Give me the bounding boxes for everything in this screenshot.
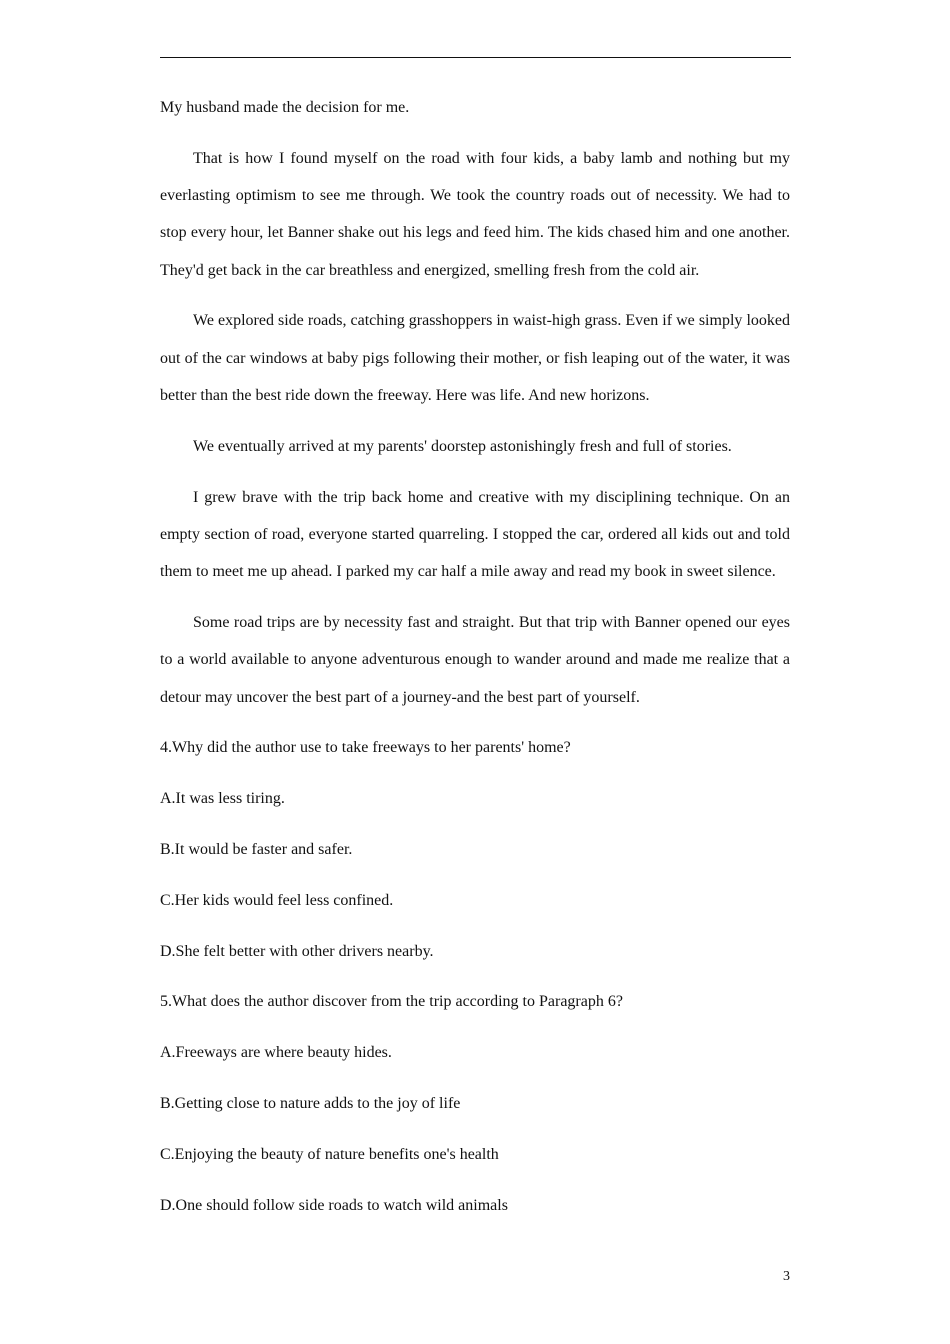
paragraph: Some road trips are by necessity fast and straight. But that trip with Banner opened our eyes to a world available to anyone adventurous enough to wander around and made me realize that a detour may uncover the best part of a journey-and the best part of yourself. bbox=[160, 614, 790, 706]
question-5-option-b: B.Getting close to nature adds to the joy of life bbox=[160, 1095, 461, 1113]
question-5-option-d: D.One should follow side roads to watch wild animals bbox=[160, 1196, 508, 1214]
header-rule bbox=[160, 57, 791, 58]
question-4-option-d: D.She felt better with other drivers nearby. bbox=[160, 942, 434, 960]
question-4-option-b: B.It would be faster and safer. bbox=[160, 841, 353, 859]
question-5-option-c: C.Enjoying the beauty of nature benefits one's health bbox=[160, 1145, 499, 1163]
paragraph: I grew brave with the trip back home and creative with my disciplining technique. On an empty section of road, everyone started quarreling. I stopped the car, ordered all kids out and told them to meet me up ahead. I parked my car half a mile away and read my book in sweet silence. bbox=[160, 488, 790, 581]
paragraph: My husband made the decision for me. bbox=[160, 99, 410, 116]
paragraph: We explored side roads, catching grasshoppers in waist-high grass. Even if we simply looked out of the car windows at baby pigs following their mother, or fish leaping out of the water, it was better than the best ride down the freeway. Here was life. And new horizons. bbox=[160, 312, 790, 405]
document-content bbox=[160, 89, 790, 1224]
question-5-option-a: A.Freeways are where beauty hides. bbox=[160, 1044, 392, 1062]
document-page bbox=[160, 0, 790, 1344]
paragraph: We eventually arrived at my parents' doorstep astonishingly fresh and full of stories. bbox=[193, 437, 732, 455]
question-4-option-a: A.It was less tiring. bbox=[160, 790, 285, 808]
page-number: 3 bbox=[783, 1269, 790, 1284]
paragraph: That is how I found myself on the road with four kids, a baby lamb and nothing but my everlasting optimism to see me through. We took the country roads out of necessity. We had to stop every hour, let Banner shake out his legs and feed him. The kids chased him and one another. They'd get back in the car breathless and energized, smelling fresh from the cold air. bbox=[160, 149, 790, 279]
question-4-option-c: C.Her kids would feel less confined. bbox=[160, 891, 394, 909]
question-5: 5.What does the author discover from the trip according to Paragraph 6? bbox=[160, 993, 623, 1011]
question-4: 4.Why did the author use to take freeways to her parents' home? bbox=[160, 739, 571, 757]
